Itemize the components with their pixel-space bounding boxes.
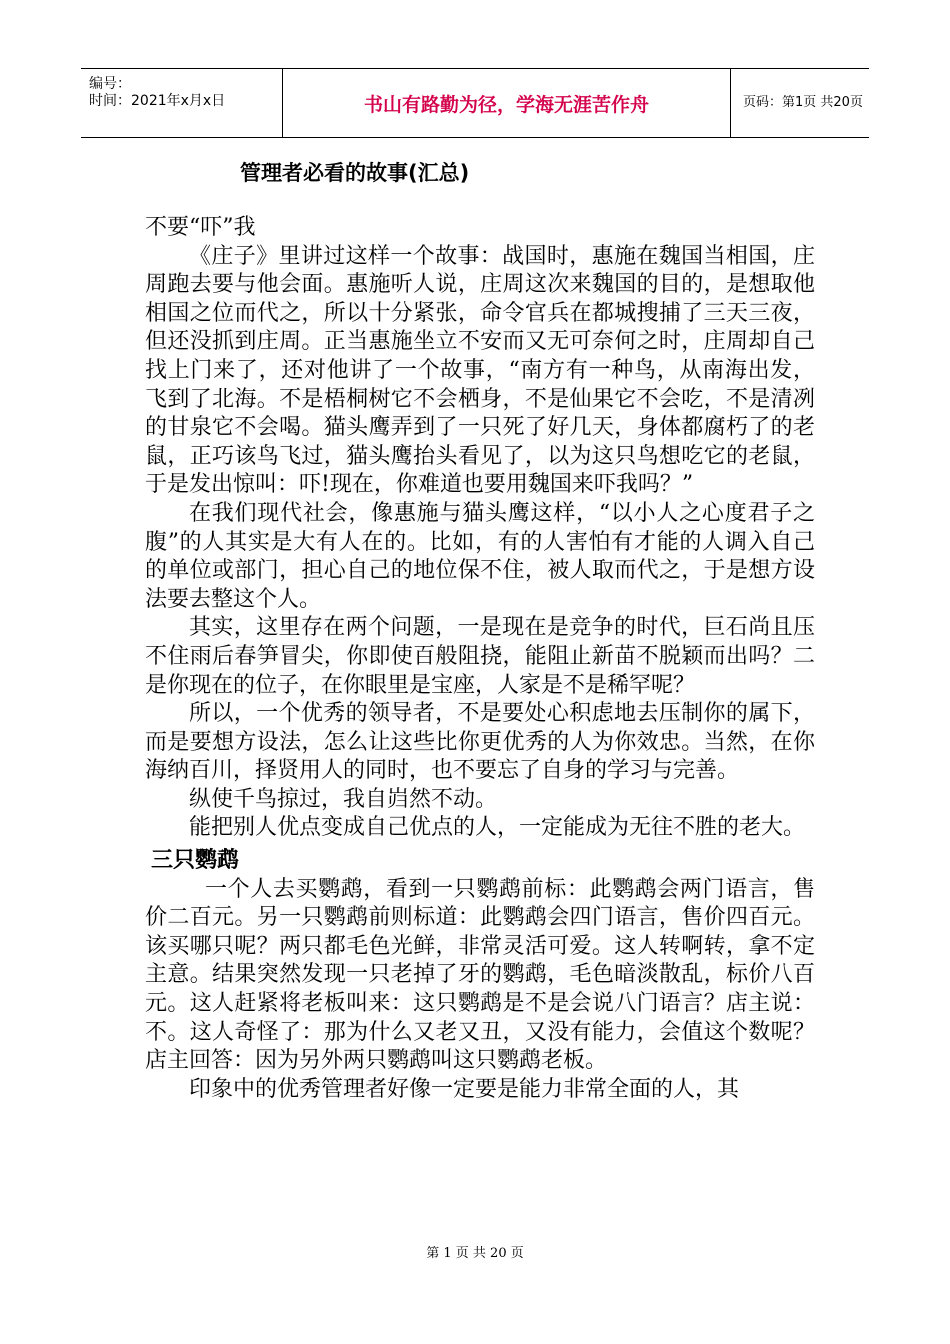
- body-paragraph: 所以，一个优秀的领导者，不是要处心积虑地去压制你的属下，而是要想方设法，怎么让这些比你更优秀的人为你效忠。当然，在你海纳百川，择贤用人的同时，也不要忘了自身的学习与完善。: [145, 701, 815, 784]
- header-middle-cell: [283, 69, 731, 137]
- document-body: [145, 214, 815, 1104]
- section-heading: 三只鹦鹉: [151, 848, 240, 874]
- body-paragraph: 一个人去买鹦鹉，看到一只鹦鹉前标：此鹦鹉会两门语言，售价二百元。另一只鹦鹉前则标道：此鹦鹉会四门语言，售价四百元。该买哪只呢？两只都毛色光鲜，非常灵活可爱。这人转啊转，拿不定主意。结果突然发现一只老掉了牙的鹦鹉，毛色暗淡散乱，标价八百元。这人赶紧将老板叫来：这只鹦鹉是不是会说八门语言？店主说：不。这人奇怪了：那为什么又老又丑，又没有能力，会值这个数呢？店主回答：因为另外两只鹦鹉叫这只鹦鹉老板。: [145, 876, 815, 1074]
- header-right-cell: [731, 69, 869, 137]
- body-paragraph: 印象中的优秀管理者好像一定要是能力非常全面的人，其: [189, 1076, 740, 1102]
- page-footer: 第 1 页 共 20 页: [426, 1246, 524, 1261]
- page-header: [81, 68, 869, 138]
- body-paragraph: 在我们现代社会，像惠施与猫头鹰这样，“以小人之心度君子之腹”的人其实是大有人在的。比如，有的人害怕有才能的人调入自己的单位或部门，担心自己的地位保不住，被人取而代之，于是想方设法要去整这个人。: [145, 500, 815, 612]
- section-heading: 不要“吓”我: [145, 215, 256, 240]
- body-paragraph: 能把别人优点变成自己优点的人，一定能成为无往不胜的老大。: [189, 815, 806, 841]
- header-page-info: 页码：第1页 共20页: [743, 95, 863, 110]
- document-number-label: 编号：: [89, 76, 131, 92]
- header-motto: 书山有路勤为径，学海无涯苦作舟: [363, 94, 649, 116]
- body-paragraph: 《庄子》里讲过这样一个故事：战国时，惠施在魏国当相国，庄周跑去要与他会面。惠施听人说，庄周这次来魏国的目的，是想取他相国之位而代之，所以十分紧张，命令官兵在都城搜捕了三天三夜，但还没抓到庄周。正当惠施坐立不安而又无可奈何之时，庄周却自己找上门来了，还对他讲了一个故事，“南方有一种鸟，从南海出发，飞到了北海。不是梧桐树它不会栖身，不是仙果它不会吃，不是清冽的甘泉它不会喝。猫头鹰弄到了一只死了好几天，身体都腐朽了的老鼠，正巧该鸟飞过，猫头鹰抬头看见了，以为这只鸟想吃它的老鼠，于是发出惊叫：吓!现在，你难道也要用魏国来吓我吗？”: [145, 243, 815, 498]
- document-time-label: 时间：2021年x月x日: [89, 93, 226, 109]
- body-paragraph: 其实，这里存在两个问题，一是现在是竞争的时代，巨石尚且压不住雨后春笋冒尖，你即使百般阻挠，能阻止新苗不脱颖而出吗？二是你现在的位子，在你眼里是宝座，人家是不是稀罕呢？: [145, 615, 815, 698]
- body-paragraph: 纵使千鸟掠过，我自岿然不动。: [189, 786, 498, 812]
- header-left-cell: [81, 69, 283, 137]
- document-title: 管理者必看的故事(汇总): [240, 161, 470, 185]
